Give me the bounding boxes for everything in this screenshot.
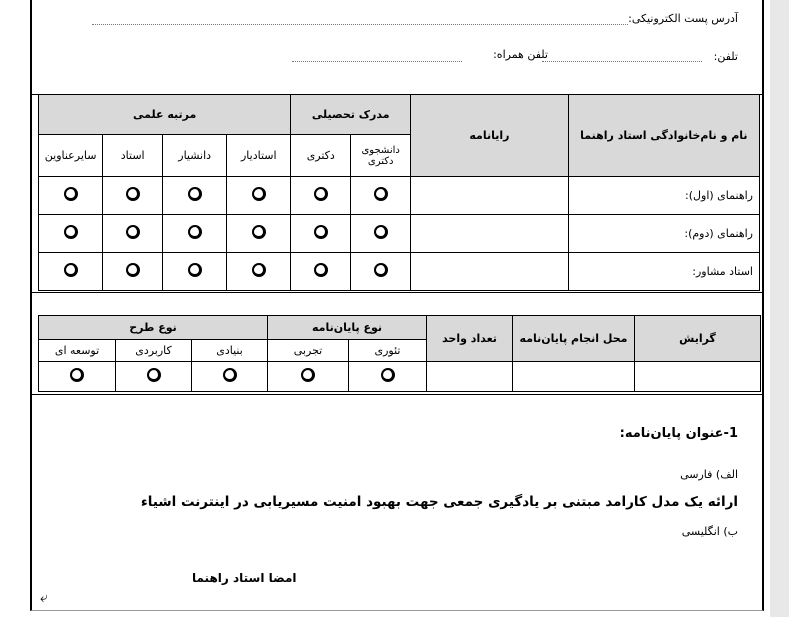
english-label: ب) انگلیسی: [681, 525, 738, 538]
radio-button[interactable]: [64, 225, 78, 239]
document-page: [30, 0, 764, 611]
supervisors-table: [38, 94, 760, 291]
email-cell[interactable]: [411, 215, 569, 253]
degree-option-phd: دکتری: [291, 135, 351, 177]
phone-field-line: [542, 61, 702, 62]
radio-button[interactable]: [374, 187, 388, 201]
radio-button[interactable]: [252, 263, 266, 277]
divider: [32, 394, 762, 395]
radio-button[interactable]: [301, 368, 315, 382]
plan-option-development: توسعه ای: [39, 340, 116, 362]
degree-header: مدرک تحصیلی: [291, 95, 411, 135]
radio-button[interactable]: [70, 368, 84, 382]
radio-button[interactable]: [252, 187, 266, 201]
mobile-field-line: [292, 61, 462, 62]
rank-option-associate-prof: دانشیار: [163, 135, 227, 177]
window-edge: [770, 0, 789, 617]
thesis-info-table: [38, 315, 761, 392]
row-label-supervisor-2: راهنمای (دوم):: [568, 215, 759, 253]
radio-button[interactable]: [314, 263, 328, 277]
radio-button[interactable]: [64, 187, 78, 201]
rank-option-prof: استاد: [103, 135, 163, 177]
field-cell[interactable]: [635, 362, 761, 392]
place-header: محل انجام پایان‌نامه: [513, 316, 635, 362]
row-label-advisor: استاد مشاور:: [568, 253, 759, 291]
email-cell[interactable]: [411, 253, 569, 291]
row-label-supervisor-1: راهنمای (اول):: [568, 177, 759, 215]
rank-header: مرتبه علمی: [39, 95, 291, 135]
radio-button[interactable]: [223, 368, 237, 382]
rank-option-other: سایرعناوین: [39, 135, 103, 177]
plan-option-applied: کاربردی: [116, 340, 192, 362]
mobile-label: تلفن همراه:: [493, 48, 548, 61]
type-option-theory: تئوری: [349, 340, 427, 362]
units-cell[interactable]: [427, 362, 513, 392]
persian-title[interactable]: ارائه یک مدل کارامد مبتنی بر یادگیری جمعی جهت بهبود امنیت مسیریابی در اینترنت اشیاء: [140, 494, 738, 510]
radio-button[interactable]: [374, 263, 388, 277]
radio-button[interactable]: [126, 225, 140, 239]
radio-button[interactable]: [188, 263, 202, 277]
radio-button[interactable]: [314, 187, 328, 201]
place-cell[interactable]: [513, 362, 635, 392]
radio-button[interactable]: [64, 263, 78, 277]
radio-button[interactable]: [381, 368, 395, 382]
plan-option-fundamental: بنیادی: [192, 340, 268, 362]
divider: [32, 292, 762, 293]
radio-button[interactable]: [252, 225, 266, 239]
units-header: تعداد واحد: [427, 316, 513, 362]
radio-button[interactable]: [147, 368, 161, 382]
paragraph-mark-icon: ⤶: [40, 590, 48, 606]
degree-option-phd-student: دانشجوی دکتری: [351, 135, 411, 177]
supervisor-name-header: نام و نام‌خانوادگی استاد راهنما: [568, 95, 759, 177]
email-label: آدرس پست الکترونیکی:: [628, 12, 738, 25]
rank-option-assistant-prof: استادیار: [227, 135, 291, 177]
radio-button[interactable]: [126, 187, 140, 201]
field-header: گرایش: [635, 316, 761, 362]
type-option-experimental: تجربی: [268, 340, 349, 362]
radio-button[interactable]: [188, 225, 202, 239]
persian-label: الف) فارسی: [680, 468, 738, 481]
phone-label: تلفن:: [713, 50, 738, 63]
radio-button[interactable]: [374, 225, 388, 239]
plan-type-header: نوع طرح: [39, 316, 268, 340]
email-header: رایانامه: [411, 95, 569, 177]
email-cell[interactable]: [411, 177, 569, 215]
email-field-line: [92, 24, 628, 25]
radio-button[interactable]: [314, 225, 328, 239]
thesis-title-heading: 1-عنوان پایان‌نامه:: [619, 426, 738, 441]
signature-label: امضا استاد راهنما: [192, 571, 297, 585]
radio-button[interactable]: [188, 187, 202, 201]
radio-button[interactable]: [126, 263, 140, 277]
thesis-type-header: نوع پایان‌نامه: [268, 316, 427, 340]
